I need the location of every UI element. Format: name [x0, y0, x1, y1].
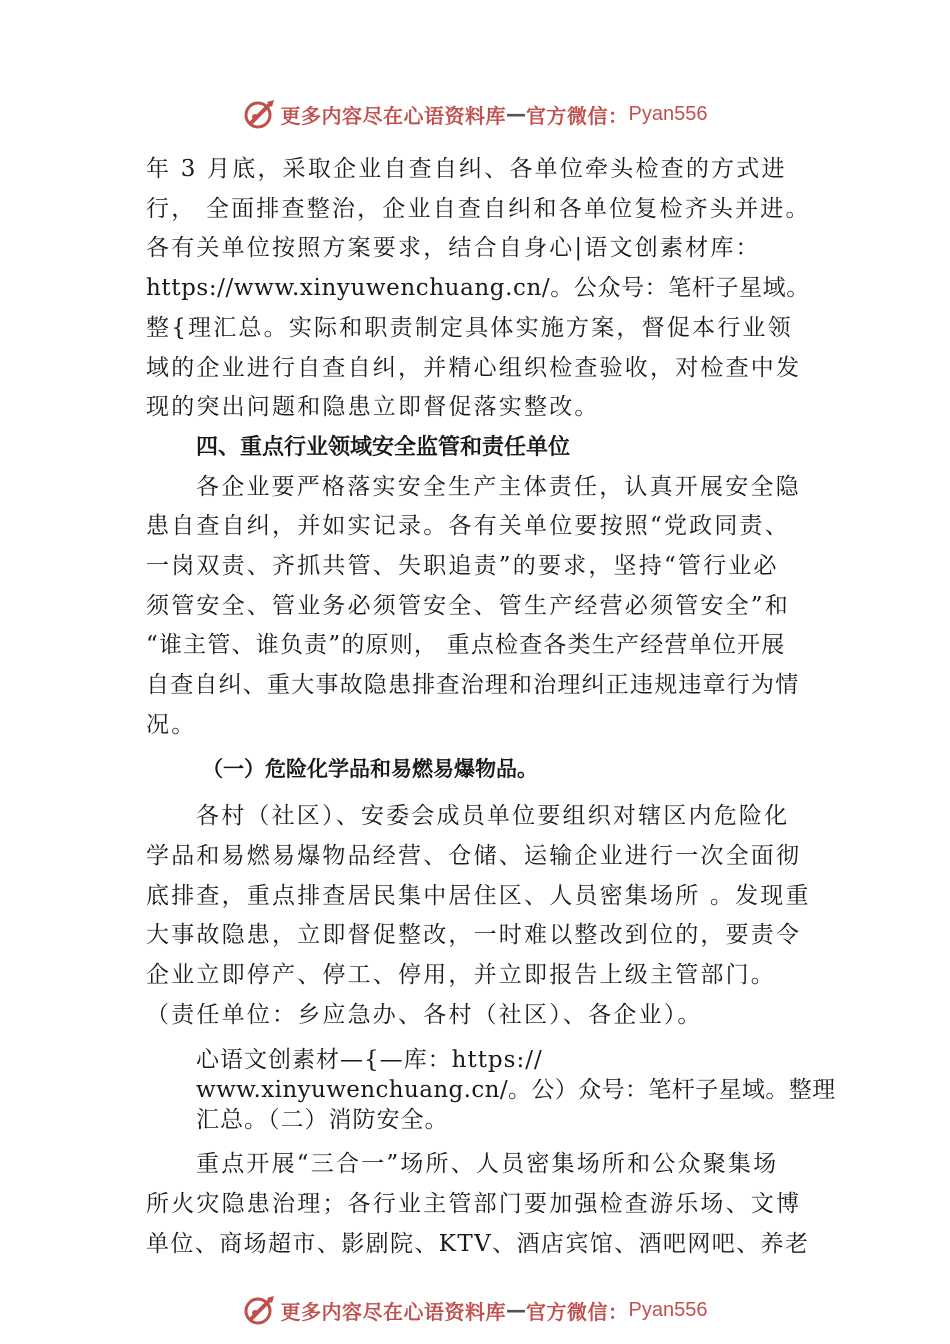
- text-line: 域的企业进行自查自纠，并精心组织检查验收，对检查中发: [146, 354, 802, 381]
- footer-watermark: [0, 1290, 950, 1330]
- watermark-wechat-id: Pyan556: [628, 102, 708, 125]
- text-line: “谁主管、谁负责”的原则， 重点检查各类生产经营单位开展: [146, 632, 786, 659]
- document-body: [146, 150, 846, 1265]
- text-line: 自查自纠、重大事故隐患排查治理和治理纠正违规违章行为情: [146, 672, 800, 699]
- text-line: 重点开展“三合一”场所、人员密集场所和公众聚集场: [196, 1151, 779, 1178]
- ink-brush-icon: [243, 97, 277, 131]
- text-line: 底排查，重点排查居民集中居住区、人员密集场所 。发现重: [146, 882, 811, 909]
- text-line: 大事故隐患，立即督促整改，一时难以整改到位的，要责令: [146, 922, 802, 949]
- watermark-wechat-label: 官方微信：: [526, 103, 629, 128]
- text-line: https://www.xinyuwenchuang.cn/。公众号：笔杆子星域。: [146, 275, 810, 302]
- text-line: 整{理汇总。实际和职责制定具体实施方案，督促本行业领: [146, 314, 793, 341]
- text-line: 况。: [146, 711, 197, 738]
- text-line: www.xinyuwenchuang.cn/。公）众号：笔杆子星域。整理: [196, 1077, 836, 1104]
- text-line: 行， 全面排查整治，企业自查自纠和各单位复检齐头并进。: [146, 195, 811, 222]
- text-line: 一岗双责、齐抓共管、失职追责”的要求，坚持“管行业必: [146, 553, 779, 580]
- watermark-text-cn: 更多内容尽在心语资料库: [280, 103, 507, 128]
- watermark-wechat-id: Pyan556: [628, 1298, 708, 1321]
- text-line: 现的突出问题和隐患立即督促落实整改。: [146, 394, 600, 421]
- text-line: 患自查自纠，并如实记录。各有关单位要按照“党政同责、: [146, 513, 790, 540]
- text-line: 单位、商场超市、影剧院、KTV、酒店宾馆、酒吧网吧、养老: [146, 1230, 810, 1257]
- text-line: （责任单位：乡应急办、各村（社区）、各企业）。: [146, 1001, 703, 1028]
- watermark-wechat-label: 官方微信：: [526, 1299, 629, 1324]
- subheading-hazardous-chemicals: （一）危险化学品和易燃易爆物品。: [202, 756, 538, 781]
- section-heading-4: 四、重点行业领域安全监管和责任单位: [196, 434, 571, 460]
- watermark-dash: —: [506, 102, 527, 126]
- paragraph-1: [146, 150, 846, 428]
- watermark-text-cn: 更多内容尽在心语资料库: [280, 1299, 507, 1324]
- text-line: 各企业要严格落实安全生产主体责任，认真开展安全隐: [196, 473, 801, 500]
- text-line: 各有关单位按照方案要求，结合自身心|语文创素材库：: [146, 235, 761, 262]
- inserted-source-note: [146, 1045, 846, 1135]
- text-line: 所火灾隐患治理；各行业主管部门要加强检查游乐场、文博: [146, 1191, 802, 1218]
- header-watermark: [0, 94, 950, 134]
- text-line: 企业立即停产、停工、停用，并立即报告上级主管部门。: [146, 962, 776, 989]
- paragraph-3: [146, 797, 846, 1035]
- text-line: 各村（社区）、安委会成员单位要组织对辖区内危险化: [196, 803, 790, 830]
- text-line: 年 3 月底，采取企业自查自纠、各单位牵头检查的方式进: [146, 156, 787, 182]
- paragraph-2: [146, 468, 846, 746]
- ink-brush-icon: [243, 1293, 277, 1327]
- text-line: 学品和易燃易爆物品经营、仓储、运输企业进行一次全面彻: [146, 842, 802, 869]
- text-line: 汇总。（二）消防安全。: [196, 1107, 449, 1134]
- watermark-dash: —: [506, 1298, 527, 1322]
- text-line: 心语文创素材—{—库：https://: [196, 1047, 543, 1074]
- text-line: 须管安全、管业务必须管安全、管生产经营必须管安全”和: [146, 592, 790, 619]
- paragraph-4: [146, 1145, 846, 1264]
